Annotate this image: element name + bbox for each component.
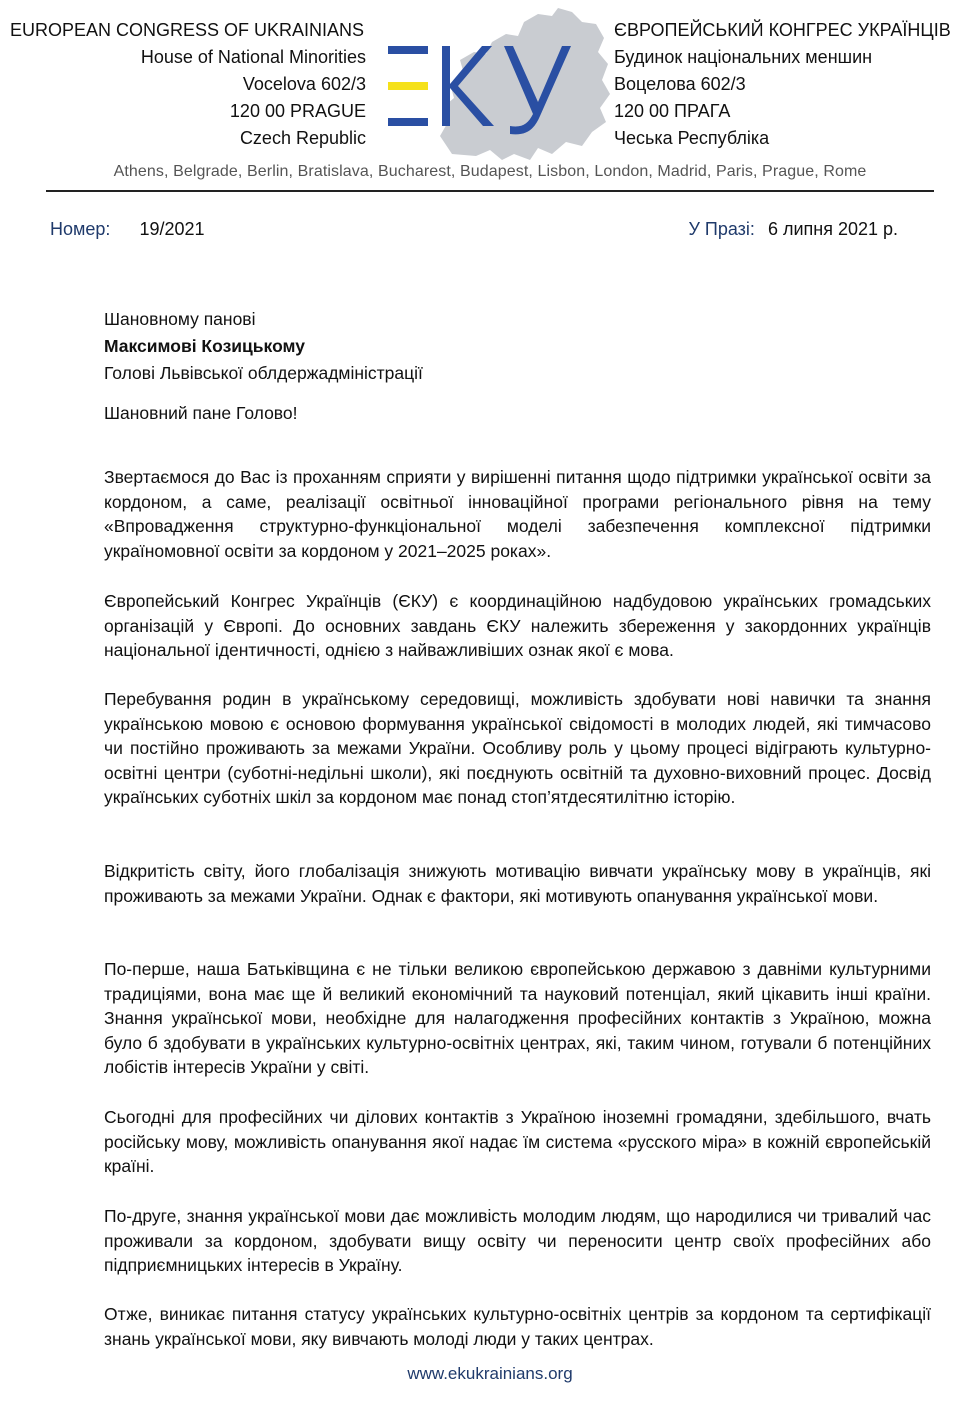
org-country-en: Czech Republic [239,128,366,148]
org-city-ua: 120 00 ПРАГА [614,101,731,121]
paragraph-1: Звертаємося до Вас із проханням сприяти у вирішенні питання щодо підтримки української освіти за кордоном, а саме, реалізації освітньої інноваційної програми регіонального рівня на тему «Впровадження структурно-функціональної моделі забезпечення комплексної підтримки україномовної освіти за кордоном у 2021–2025 роках». [104,467,931,561]
salutation: Шановний пане Голово! [104,403,298,423]
number-label: Номер: [50,219,111,239]
logo-bar-middle [388,82,428,90]
org-building-en: House of National Minorities [140,47,366,67]
org-street-en: Vocelova 602/3 [242,74,366,94]
addressee-greeting: Шановному панові [104,309,256,329]
org-street-ua: Воцелова 602/3 [614,74,746,94]
eku-logo [382,4,612,162]
org-name-ua: ЄВРОПЕЙСЬКИЙ КОНГРЕС УКРАЇНЦІВ [614,20,951,40]
letter-number [50,219,205,240]
addressee-name: Максимові Козицькому [104,336,305,356]
paragraph-5: По-перше, наша Батьківщина є не тільки великою європейською державою з давніми культурними традиціями, вона має ще й великий економічний та науковий потенціал, який цікавить інші країни. Знання української мови, необхідне для налагодження професійних контактів з Україною, можна було б здобувати в українських культурно-освітніх центрах, які, таким чином, готували б потенційних лобістів інтересів України у світі. [104,959,931,1077]
paragraph-3: Перебування родин в українському середовищі, можливість здобувати нові навички та знання українською мовою є основою формування української свідомості в молодих людей, які тимчасово чи постійно проживають за межами України. Особливу роль у цьому процесі відіграють культурно-освітні центри (суботні-недільні школи), які поєднують освітній та духовно-виховний процес. Досвід українських суботніх шкіл за кордоном має понад стоп’ятдесятилітню історію. [104,689,931,807]
paragraph-6: Сьогодні для професійних чи ділових контактів з Україною іноземні громадяни, здебільшого, вчать російську мову, можливість опанування якої надає їм система «русского міра» в кожній європейській країні. [104,1107,931,1176]
number-value: 19/2021 [139,219,205,239]
letter-date [688,219,898,240]
date-value: 6 липня 2021 р. [767,219,898,239]
paragraph-7: По-друге, знання української мови дає можливість молодим людям, що народилися чи тривалий час проживали за кордоном, здобувати вищу освіту чи переносити центр своїх професійних або підприємницьких інтересів в Україну. [104,1206,931,1275]
website-link[interactable]: www.ekukrainians.org [407,1364,573,1383]
paragraph-4: Відкритість світу, його глобалізація знижують мотивацію вивчати українську мову в українців, які проживають за межами України. Однак є фактори, які мотивують опанування української мови. [104,861,931,906]
logo-bar-bottom [388,118,428,126]
paragraph-8: Отже, виникає питання статусу українських культурно-освітніх центрів за кордоном та сертифікації знань української мови, яку вивчають молоді люди у таких центрах. [104,1304,931,1349]
org-city-en: 120 00 PRAGUE [229,101,366,121]
place-label: У Празі: [688,219,755,239]
header-right-address [614,17,974,152]
org-building-ua: Будинок національних меншин [614,47,873,67]
org-country-ua: Чеська Республіка [614,128,770,148]
org-name-en: EUROPEAN CONGRESS OF UKRAINIANS [10,20,365,40]
cities-list: Athens, Belgrade, Berlin, Bratislava, Bucharest, Budapest, Lisbon, London, Madrid, Paris, Prague, Rome [113,163,867,180]
header-divider [46,190,934,192]
paragraph-2: Європейський Конгрес Українців (ЄКУ) є координаційною надбудовою українських громадських організацій у Європі. До основних завдань ЄКУ належить збереження у закордонних українців національної ідентичності, однією з найважливіших ознак якої є мова. [104,591,931,660]
logo-bar-top [388,46,428,54]
header-left-address [10,17,366,152]
addressee-block [104,306,423,387]
addressee-position: Голові Львівської облдержадміністрації [104,363,423,383]
